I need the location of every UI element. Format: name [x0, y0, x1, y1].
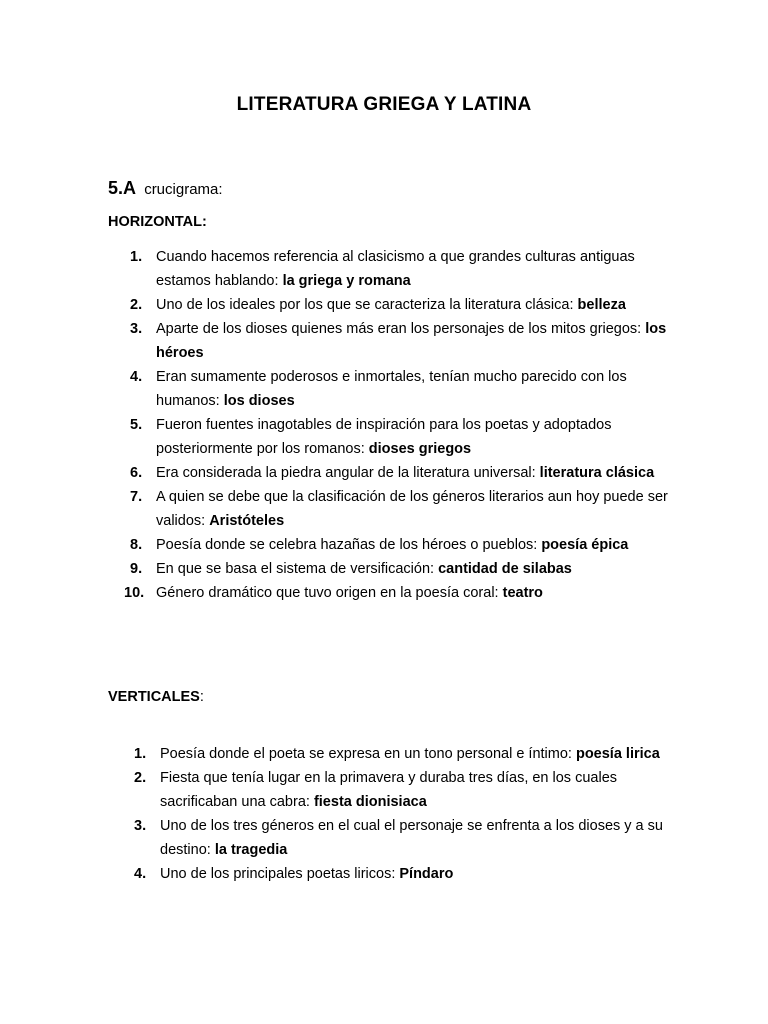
clue-answer: la griega y romana — [282, 273, 411, 289]
clue-number: 4. — [134, 866, 147, 882]
clue-answer: poesía lirica — [575, 746, 660, 762]
clue-answer: la tragedia — [214, 842, 288, 858]
clue-question: Eran sumamente poderosos e inmortales, tenían mucho parecido con los humanos: — [156, 369, 627, 409]
clue-number: 1. — [130, 249, 143, 265]
horizontal-clue — [112, 557, 672, 581]
vertical-clue — [116, 766, 676, 814]
horizontal-clue — [112, 461, 672, 485]
clue-answer: cantidad de silabas — [438, 561, 572, 577]
clue-question: Uno de los principales poetas liricos: — [160, 866, 400, 882]
document-title: LITERATURA GRIEGA Y LATINA — [236, 94, 532, 115]
clue-answer: los dioses — [223, 393, 295, 409]
clue-answer: los héroes — [156, 321, 667, 361]
clue-answer: literatura clásica — [539, 465, 655, 481]
horizontal-clue — [112, 317, 672, 365]
horizontal-clue — [112, 533, 672, 557]
horizontal-clue — [112, 245, 672, 293]
clue-answer: dioses griegos — [368, 441, 472, 457]
clue-question: Aparte de los dioses quienes más eran los personajes de los mitos griegos: — [156, 321, 646, 337]
clue-number: 9. — [130, 561, 143, 577]
horizontal-clue — [112, 293, 672, 317]
clue-answer: Píndaro — [399, 866, 454, 882]
clue-number: 4. — [130, 369, 143, 385]
clue-number: 6. — [130, 465, 143, 481]
clue-question: Uno de los tres géneros en el cual el personaje se enfrenta a los dioses y a su destino: — [160, 818, 663, 858]
exercise-number: 5.A — [108, 178, 137, 198]
clue-number: 3. — [134, 818, 147, 834]
clue-question: Fiesta que tenía lugar en la primavera y duraba tres días, en los cuales sacrificaban una cabra: — [160, 770, 618, 810]
exercise-heading — [108, 178, 223, 199]
vertical-heading-text: VERTICALES — [108, 689, 200, 705]
clue-question: Poesía donde se celebra hazañas de los héroes o pueblos: — [156, 537, 542, 553]
clue-answer: fiesta dionisiaca — [313, 794, 427, 810]
clue-number: 3. — [130, 321, 143, 337]
horizontal-clue — [112, 413, 672, 461]
clue-number: 2. — [130, 297, 143, 313]
horizontal-clue — [112, 365, 672, 413]
clue-question: Cuando hacemos referencia al clasicismo a que grandes culturas antiguas estamos hablando: — [156, 249, 635, 289]
vertical-clue — [116, 814, 676, 862]
clue-question: Era considerada la piedra angular de la literatura universal: — [156, 465, 540, 481]
clue-number: 5. — [130, 417, 143, 433]
vertical-clue — [116, 862, 676, 886]
clue-answer: teatro — [502, 585, 543, 601]
clue-answer: Aristóteles — [209, 513, 285, 529]
horizontal-heading: HORIZONTAL: — [108, 214, 207, 230]
horizontal-clue-list — [112, 245, 672, 605]
clue-question: En que se basa el sistema de versificación: — [156, 561, 439, 577]
vertical-clue-list — [116, 742, 676, 886]
clue-question: Uno de los ideales por los que se caracteriza la literatura clásica: — [156, 297, 578, 313]
horizontal-clue — [112, 485, 672, 533]
clue-answer: belleza — [577, 297, 626, 313]
vertical-clue — [116, 742, 676, 766]
clue-number: 2. — [134, 770, 147, 786]
exercise-label: crucigrama: — [144, 181, 223, 198]
clue-question: Fueron fuentes inagotables de inspiración para los poetas y adoptados posteriormente por los romanos: — [156, 417, 612, 457]
clue-number: 8. — [130, 537, 143, 553]
clue-question: Género dramático que tuvo origen en la poesía coral: — [156, 585, 503, 601]
clue-number: 1. — [134, 746, 147, 762]
clue-number: 10. — [124, 585, 145, 601]
horizontal-clue — [112, 581, 672, 605]
clue-question: Poesía donde el poeta se expresa en un tono personal e íntimo: — [160, 746, 576, 762]
vertical-heading-colon: : — [199, 689, 204, 705]
clue-number: 7. — [130, 489, 143, 505]
clue-question: A quien se debe que la clasificación de los géneros literarios aun hoy puede ser validos: — [156, 489, 668, 529]
clue-answer: poesía épica — [541, 537, 629, 553]
vertical-heading — [108, 689, 204, 705]
